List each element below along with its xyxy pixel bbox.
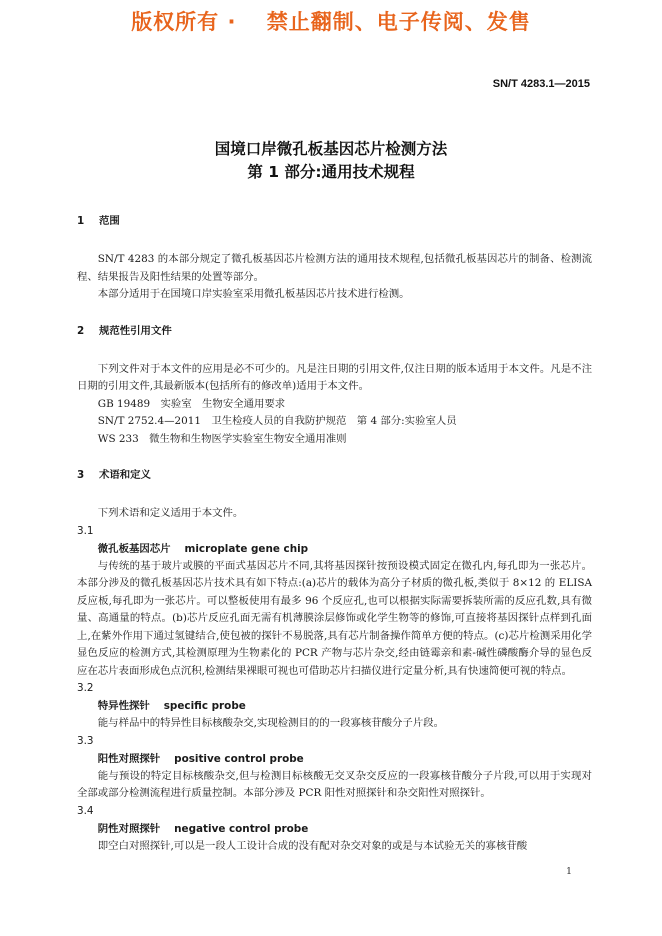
term-name-cn: 阳性对照探针 <box>97 752 161 765</box>
term-definition: 与传统的基于玻片或膜的平面式基因芯片不同,其将基因探针按预设模式固定在微孔内,每孔即为一张芯片。本部分涉及的微孔板基因芯片技术具有如下特点:(a)芯片的载体为高分子材质的微孔板,类似于 8×12 的 ELISA 反应板,每孔即为一张芯片。可以整板使用有最多 96 个反应孔,也可以根据实际需要拆装所需的反应孔数,具有微量、高通量的特点。(b)芯片反应孔面无需有机薄膜涂层修饰或化学生物等的修饰,可直接将基因探针点样到孔面上,在紫外作用下通过氢键结合,使包被的探针不易脱落,具有芯片制备操作简单方便的特点。(c)芯片检测采用化学显色反应的检测方式,其检测原理为生物素化的 PCR 产物与芯片杂交,经由链霉亲和素-碱性磷酸酶介导的显色反应在芯片表面形成色点沉积,检测结果裸眼可视也可借助芯片扫描仪进行定量分析,具有快速简便可视的特点。 <box>77 559 592 677</box>
term-name-cn: 微孔板基因芯片 <box>97 542 171 555</box>
term-number: 3.3 <box>77 734 94 747</box>
scope-paragraph: 本部分适用于在国境口岸实验室采用微孔板基因芯片技术进行检测。 <box>97 288 410 300</box>
term-definition: 即空白对照探针,可以是一段人工设计合成的没有配对杂交对象的或是与本试验无关的寡核苷酸 <box>97 839 528 852</box>
reference-item: SN/T 2752.4—2011 卫生检疫人员的自我防护规范 第 4 部分:实验室人员 <box>97 415 457 427</box>
scope-paragraph: SN/T 4283 的本部分规定了微孔板基因芯片检测方法的通用技术规程,包括微孔板基因芯片的制备、检测流程、结果报告及阳性结果的处置等部分。 <box>77 253 592 283</box>
term-name-en: negative control probe <box>174 822 309 835</box>
term-heading <box>77 820 592 838</box>
section-number: 1 <box>77 215 85 227</box>
term-heading <box>77 750 592 768</box>
section-title: 范围 <box>99 215 120 227</box>
document-subtitle: 第 1 部分:通用技术规程 <box>247 163 415 181</box>
term-heading <box>77 540 592 558</box>
reference-item: WS 233 微生物和生物医学实验室生物安全通用准则 <box>97 432 347 445</box>
section-number: 2 <box>77 324 85 337</box>
term-number: 3.2 <box>77 682 94 694</box>
reference-item: GB 19489 实验室 生物安全通用要求 <box>97 397 286 410</box>
term-number: 3.4 <box>77 804 94 817</box>
section-title: 规范性引用文件 <box>99 324 172 337</box>
term-name-en: specific probe <box>163 700 246 712</box>
term-heading <box>77 697 592 715</box>
term-name-cn: 阴性对照探针 <box>97 822 161 835</box>
references-paragraph: 下列文件对于本文件的应用是必不可少的。凡是注日期的引用文件,仅注日期的版本适用于本文件。凡是不注日期的引用文件,其最新版本(包括所有的修改单)适用于本文件。 <box>77 362 592 392</box>
section-heading-normative-references <box>77 322 592 340</box>
standard-number: SN/T 4283.1—2015 <box>492 78 590 90</box>
copyright-watermark: 版权所有 · 禁止翻制、电子传阅、发售 <box>131 10 531 34</box>
term-definition: 能与样品中的特异性目标核酸杂交,实现检测目的的一段寡核苷酸分子片段。 <box>97 717 444 729</box>
section-heading-terms <box>77 466 592 484</box>
term-name-cn: 特异性探针 <box>97 700 150 712</box>
term-definition: 能与预设的特定目标核酸杂交,但与检测目标核酸无交叉杂交反应的一段寡核苷酸分子片段,可以用于实现对全部或部分检测流程进行质量控制。本部分涉及 PCR 阳性对照探针和杂交阳性对照探针。 <box>77 769 592 799</box>
term-name-en: microplate gene chip <box>184 542 309 555</box>
section-heading-scope <box>77 212 592 230</box>
page-number: 1 <box>565 866 572 877</box>
document-title: 国境口岸微孔板基因芯片检测方法 <box>214 140 448 158</box>
term-number: 3.1 <box>77 524 94 537</box>
term-name-en: positive control probe <box>174 752 304 765</box>
terms-intro: 下列术语和定义适用于本文件。 <box>97 507 244 519</box>
section-number: 3 <box>77 469 85 481</box>
section-title: 术语和定义 <box>99 469 151 481</box>
document-body <box>77 212 592 855</box>
